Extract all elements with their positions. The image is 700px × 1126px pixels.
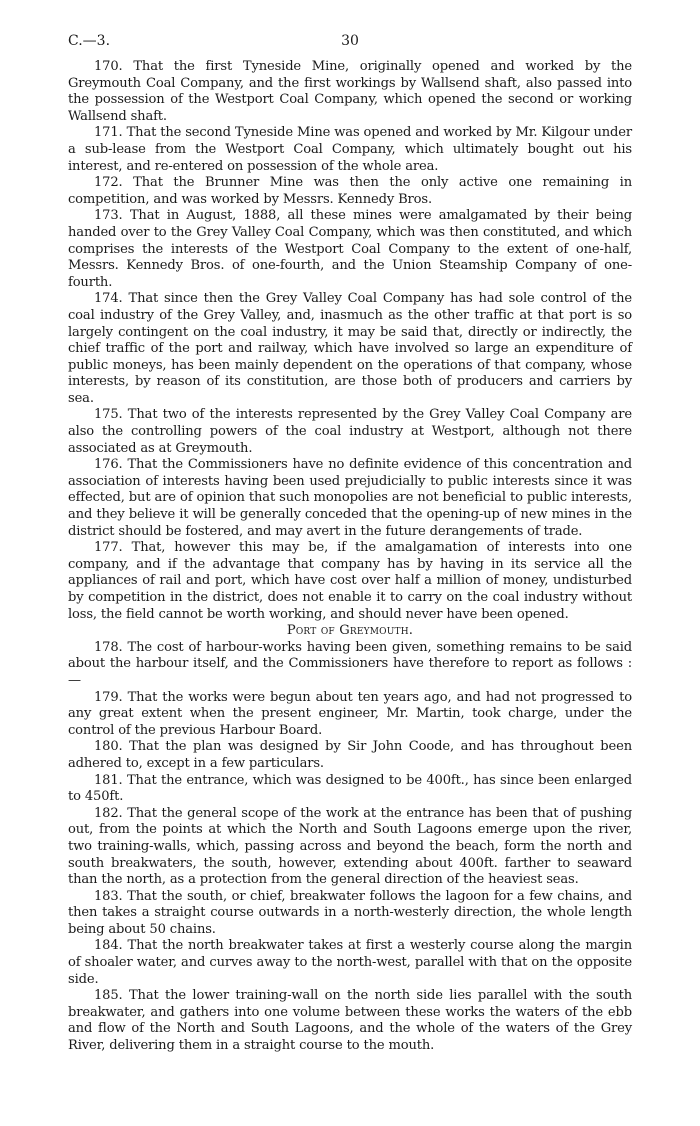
paragraph-180: 180. That the plan was designed by Sir John Coode, and has throughout been adhered to, except in a few particulars. <box>68 739 632 771</box>
paragraph-177: 177. That, however this may be, if the amalgamation of interests into one company, and if the advantage that company has by having in its service all the appliances of rail and port, which have cost over half a million of money, undisturbed by competition in the district, does not enable it to carry on the coal industry without loss, the field cannot be worth working, and should never have been opened. <box>68 540 632 622</box>
paragraph-174: 174. That since then the Grey Valley Coal Company has had sole control of the coal industry of the Grey Valley, and, inasmuch as the other traffic at that port is so largely contingent on the coal industry, it may be said that, directly or indirectly, the chief traffic of the port and railway, which have involved so large an expenditure of public moneys, has been mainly dependent on the operations of that company, whose interests, by reason of its constitution, are those both of producers and carriers by sea. <box>68 291 632 406</box>
paragraph-173: 173. That in August, 1888, all these mines were amalgamated by their being handed over to the Grey Valley Coal Company, which was then constituted, and which comprises the interests of the Westport Coal Company to the extent of one-half, Messrs. Kennedy Bros. of one-fourth, and the Union Steamship Company of one-fourth. <box>68 208 632 290</box>
document-body <box>68 59 632 1055</box>
paragraph-184: 184. That the north breakwater takes at first a westerly course along the margin of shoaler water, and curves away to the north-west, parallel with that on the opposite side. <box>68 938 632 987</box>
paragraph-181: 181. That the entrance, which was designed to be 400ft., has since been enlarged to 450ft. <box>68 772 632 805</box>
paragraph-179: 179. That the works were begun about ten years ago, and had not progressed to any great extent when the present engineer, Mr. Martin, took charge, under the control of the previous Harbour Board. <box>68 689 632 738</box>
paragraph-175: 175. That two of the interests represented by the Grey Valley Coal Company are also the controlling powers of the coal industry at Westport, although not there associated as at Greymouth. <box>68 407 632 456</box>
paragraph-176: 176. That the Commissioners have no definite evidence of this concentration and association of interests having been used prejudicially to public interests since it was effected, but are of opinion that such monopolies are not beneficial to public interests, and they believe it will be generally conceded that the opening-up of new mines in the district should be fostered, and may avert in the future derangements of trade. <box>68 457 632 539</box>
section-heading: Port of Greymouth. <box>286 623 414 639</box>
paragraph-171: 171. That the second Tyneside Mine was opened and worked by Mr. Kilgour under a sub-lease from the Westport Coal Company, which ultimately bought out his interest, and re-entered on possession of the whole area. <box>68 125 632 174</box>
paragraph-182: 182. That the general scope of the work at the entrance has been that of pushing out, from the points at which the North and South Lagoons emerge upon the river, two training-walls, which, passing across and beyond the beach, form the north and south breakwaters, the south, however, extending about 400ft. farther to seaward than the north, as a protection from the general direction of the heaviest seas. <box>68 805 632 888</box>
page-number: 30 <box>341 33 359 49</box>
document-reference: C.—3. <box>68 33 111 49</box>
paragraph-185: 185. That the lower training-wall on the north side lies parallel with the south breakwater, and gathers into one volume between these works the waters of the ebb and flow of the North and South Lagoons, and the whole of the waters of the Grey River, delivering them in a straight course to the mouth. <box>68 988 632 1054</box>
page-header <box>68 33 632 55</box>
paragraph-170: 170. That the first Tyneside Mine, originally opened and worked by the Greymouth Coal Company, and the first workings by Wallsend shaft, also passed into the possession of the Westport Coal Company, which opened the second or working Wallsend shaft. <box>68 59 632 124</box>
paragraph-178: 178. The cost of harbour-works having been given, something remains to be said about the harbour itself, and the Commissioners have therefore to report as follows :— <box>68 639 632 688</box>
paragraph-183: 183. That the south, or chief, breakwater follows the lagoon for a few chains, and then takes a straight course outwards in a north-westerly direction, the whole length being about 50 chains. <box>68 888 632 937</box>
paragraph-172: 172. That the Brunner Mine was then the only active one remaining in competition, and was worked by Messrs. Kennedy Bros. <box>68 175 632 207</box>
